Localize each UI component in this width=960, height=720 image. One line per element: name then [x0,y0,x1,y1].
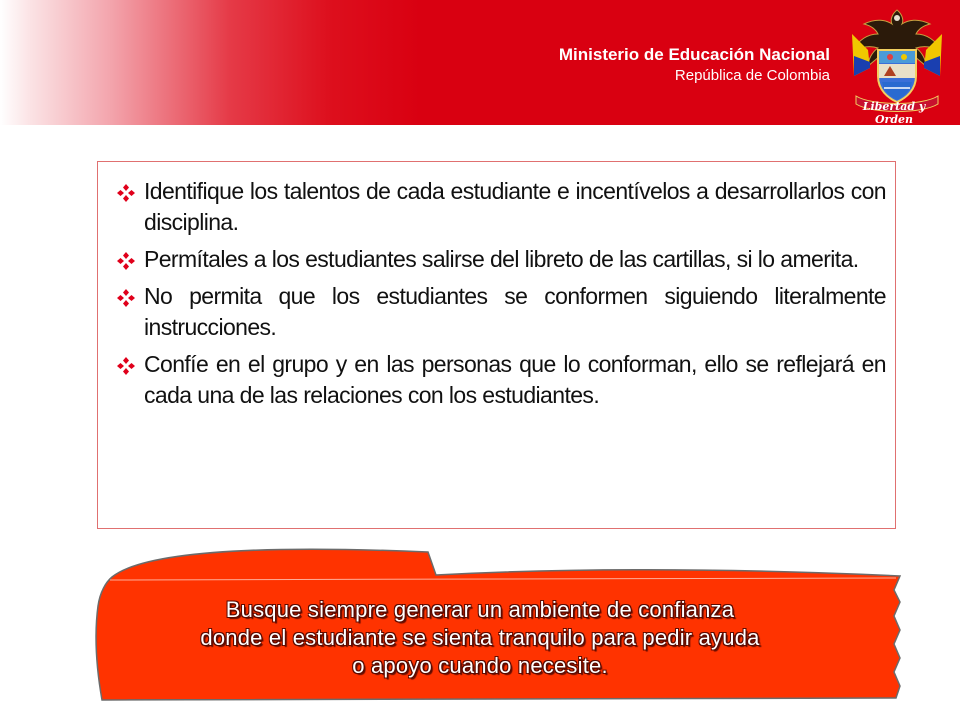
ministry-name: Ministerio de Educación Nacional [558,45,830,64]
tips-box [97,161,896,529]
four-diamond-bullet-icon [116,183,136,203]
tip-text: Identifique los talentos de cada estudiante e incentívelos a desarrollarlos con disciplina. [144,178,886,235]
list-item [106,281,886,343]
tip-text: Confíe en el grupo y en las personas que lo conforman, ello se reflejará en cada una de las relaciones con los estudiantes. [144,351,886,408]
four-diamond-bullet-icon [116,251,136,271]
callout-line: donde el estudiante se sienta tranquilo para pedir ayuda [200,625,760,650]
list-item [106,244,886,275]
tips-list [106,176,886,417]
four-diamond-bullet-icon [116,356,136,376]
tip-text: No permita que los estudiantes se conformen siguiendo literalmente instrucciones. [144,283,886,340]
callout-text [130,596,830,680]
list-item [106,349,886,411]
country-name: República de Colombia [674,67,830,84]
ministry-block [559,44,830,86]
tip-text: Permítales a los estudiantes salirse del libreto de las cartillas, si lo amerita. [144,246,859,272]
callout-line: o apoyo cuando necesite. [352,653,608,678]
callout-line: Busque siempre generar un ambiente de confianza [225,597,735,622]
header-banner [0,0,960,125]
list-item [106,176,886,238]
motto-ribbon-text: Libertad y Orden [862,100,926,126]
four-diamond-bullet-icon [116,288,136,308]
